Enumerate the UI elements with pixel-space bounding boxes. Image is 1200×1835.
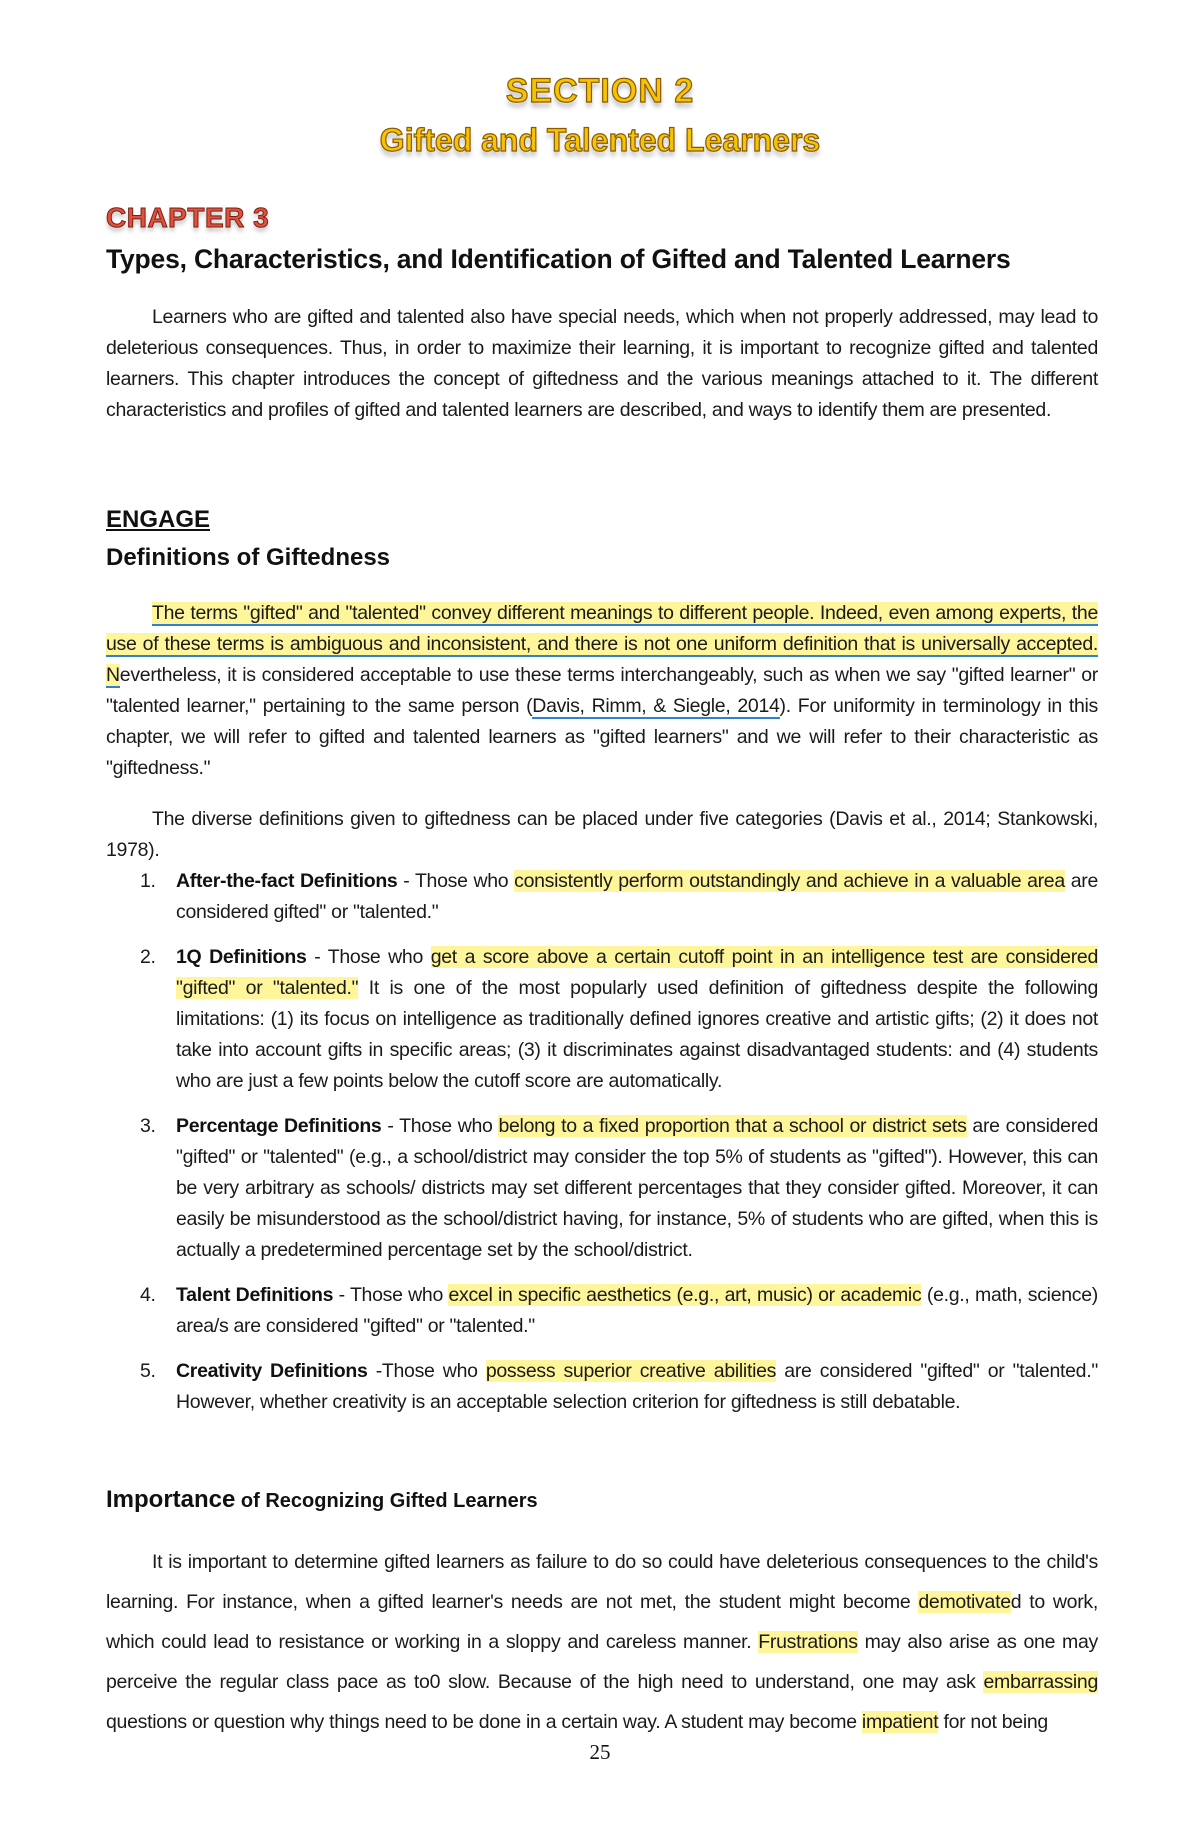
definition-term: Creativity Definitions	[176, 1360, 368, 1382]
importance-text: may also arise as one may perceive the regular class pace as to0 slow. Because of the high need to understand, one may ask	[106, 1631, 1098, 1693]
highlighted-passage: The terms "gifted" and "talented" convey different meanings to different people. Indeed, even among experts, the use of these terms is ambiguous and inconsistent, and there is not one uniform definition that is universally accepted. N	[106, 602, 1098, 686]
page-number: 25	[589, 1740, 611, 1764]
chapter-title: Types, Characteristics, and Identification of Gifted and Talented Learners	[106, 244, 1011, 274]
definition-text: It is one of the most popularly used definition of giftedness despite the following limitations: (1) its focus on intelligence as traditionally defined ignores creative and artistic gifts; (2) it does not take into account gifts in specific areas; (3) it discriminates against disadvantaged students: and (4) students who are just a few points below the cutoff score are automatically.	[176, 977, 1098, 1092]
definition-highlight: consistently perform outstandingly and achieve in a valuable area	[514, 870, 1065, 892]
importance-paragraph	[106, 1542, 1098, 1742]
importance-text: for not being	[938, 1711, 1048, 1733]
importance-highlight: impatient	[861, 1711, 939, 1733]
importance-text: questions or question why things need to be done in a certain way. A student may become	[106, 1711, 862, 1733]
definitions-paragraph	[106, 598, 1098, 784]
definition-text: are considered gifted" or "talented."	[176, 870, 1098, 923]
importance-highlight: demotivate	[918, 1591, 1011, 1613]
list-item	[140, 1356, 1098, 1418]
definition-text: are considered "gifted" or "talented" (e.g., a school/district may consider the top 5% of students as "gifted"). However, this can be very arbitrary as schools/ districts may set different percentages that they consider gifted. Moreover, it can easily be misunderstood as the school/district having, for instance, 5% of students who are gifted, when this is actually a predetermined percentage set by the school/district.	[176, 1115, 1098, 1261]
list-item	[140, 866, 1098, 928]
definitions-heading: Definitions of Giftedness	[106, 544, 391, 571]
list-item	[140, 1111, 1098, 1266]
paragraph-text: ). For uniformity in terminology in this chapter, we will refer to gifted and talented learners as "gifted learners" and we will refer to their characteristic as "giftedness."	[106, 695, 1098, 779]
list-number: 3.	[140, 1115, 156, 1137]
section-title: Gifted and Talented Learners	[379, 122, 821, 158]
list-number: 5.	[140, 1360, 156, 1382]
paragraph-text: evertheless, it is considered acceptable to use these terms interchangeably, such as when we say "gifted learner" or "talented learner," pertaining to the same person (	[106, 664, 1098, 717]
definition-text: (e.g., math, science) area/s are considered "gifted" or "talented."	[176, 1284, 1098, 1337]
definition-highlight: get a score above a certain cutoff point in an intelligence test are considered "gifted" or "talented."	[176, 946, 1098, 999]
definition-text: - Those who	[306, 946, 431, 968]
intro-paragraph	[106, 302, 1098, 426]
importance-heading-rest: of Recognizing Gifted Learners	[235, 1490, 538, 1512]
list-item	[140, 942, 1098, 1097]
categories-paragraph	[106, 804, 1098, 866]
definitions-list	[140, 866, 1098, 1418]
definition-highlight: excel in specific aesthetics (e.g., art, music) or academic	[448, 1284, 922, 1306]
definition-text: - Those who	[397, 870, 515, 892]
citation: Davis, Rimm, & Siegle, 2014	[532, 695, 780, 717]
importance-heading-main: Importance	[106, 1486, 236, 1513]
list-item	[140, 1280, 1098, 1342]
definition-term: After-the-fact Definitions	[176, 870, 398, 892]
definition-text: are considered "gifted" or "talented." However, whether creativity is an acceptable selection criterion for giftedness is still debatable.	[176, 1360, 1098, 1413]
categories-text: The diverse definitions given to giftedness can be placed under five categories (Davis et al., 2014; Stankowski, 1978).	[106, 808, 1098, 861]
list-number: 2.	[140, 946, 156, 968]
importance-text: d to work, which could lead to resistance or working in a sloppy and careless manner.	[106, 1591, 1098, 1653]
importance-highlight: embarrassing	[983, 1671, 1098, 1693]
definition-term: 1Q Definitions	[176, 946, 307, 968]
definition-term: Talent Definitions	[176, 1284, 334, 1306]
importance-text: It is important to determine gifted learners as failure to do so could have deleterious consequences to the child's learning. For instance, when a gifted learner's needs are not met, the student might become	[106, 1551, 1098, 1613]
definition-highlight: belong to a fixed proportion that a school or district sets	[498, 1115, 967, 1137]
importance-highlight: Frustrations	[758, 1631, 858, 1653]
chapter-label: CHAPTER 3	[106, 202, 270, 233]
definition-term: Percentage Definitions	[176, 1115, 382, 1137]
engage-heading: ENGAGE	[106, 506, 211, 533]
section-number: SECTION 2	[505, 72, 695, 110]
intro-text: Learners who are gifted and talented also have special needs, which when not properly addressed, may lead to deleterious consequences. Thus, in order to maximize their learning, it is important to recognize gifted and talented learners. This chapter introduces the concept of giftedness and the various meanings attached to it. The different characteristics and profiles of gifted and talented learners are described, and ways to identify them are presented.	[106, 306, 1098, 421]
importance-heading	[106, 1486, 538, 1514]
list-number: 1.	[140, 870, 156, 892]
definition-highlight: possess superior creative abilities	[485, 1360, 777, 1382]
definition-text: - Those who	[333, 1284, 449, 1306]
list-number: 4.	[140, 1284, 156, 1306]
definition-text: - Those who	[381, 1115, 499, 1137]
definition-text: -Those who	[367, 1360, 486, 1382]
